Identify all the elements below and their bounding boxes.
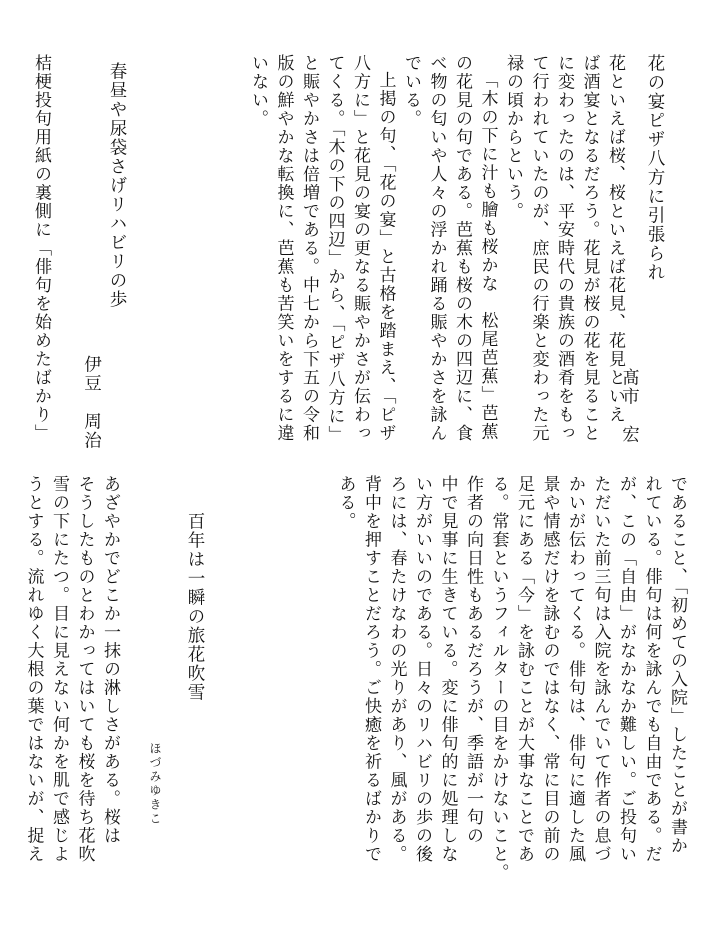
text-line: べ物の匂いや人々の浮かれ踊る賑やかさを詠ん [426,54,447,443]
text-line: ろには、春たけなわの光りがあり、風がある。 [386,475,407,864]
text-line: 桔梗投句用紙の裏側に「俳句を始めたばかり」 [31,54,51,443]
text-line: 花といえば桜、桜といえば花見、花見といえ [605,54,625,424]
commentary-2-start [23,54,53,456]
commentary-1 [171,54,627,456]
commentary-3 [12,475,122,895]
text-line: 中で見事に生きている。変に俳句的に処理しな [437,475,458,864]
text-line: うとする。流れゆく大根の葉ではないが、捉え [23,475,44,864]
text-line: 八方に」と花見の宴の更なる賑やかさが伝わっ [350,54,370,443]
text-line: い方がいいのである。日々のリハビリの歩の後 [412,475,432,864]
text-line: が、この「自由」がなかなか難しい。ご投句い [616,475,636,864]
text-line: てくる。「木の下の四辺」から、「ピザ八方に」 [324,54,345,444]
text-line: 雪の下にたつ。目に見えない何かを肌で感じよ [49,475,69,864]
text-line: 背中を押すことだろう。ご快癒を祈るばかりで [361,475,381,864]
text-line: でいる。 [401,54,421,128]
haiku-title-2: 春昼や尿袋さげリハビリの歩 伊豆 周治 [103,62,129,464]
text-line: に変わったのは、平安時代の貴族の酒肴をもっ [554,54,574,443]
text-line: ば酒宴となるだろう。花見が桜の花を見ること [579,54,600,443]
text-line: ただいた前三句は入院を詠んでいて作者の息づ [590,475,611,864]
text-line: そうしたものとわかってはいても桜を待ち花吹 [74,475,95,864]
text-line: と賑やかさは倍増である。中七から下五の令和 [299,54,319,443]
text-line: あざやかでどこか一抹の淋しさがある。桜は [100,475,120,845]
text-line: る。常套というフィルターの目をかけないこと。 [488,475,509,882]
text-line: 版の鮮やかな転換に、芭蕉も苦笑いをするに違 [273,54,294,443]
text-line: ある。 [335,475,356,531]
haiku-title-3: 百年は一瞬の旅花吹雪 [185,512,205,702]
text-line: いない。 [248,54,268,128]
text-line: て行われていたのが、庶民の行楽と変わった元 [528,54,549,443]
text-line: の花見の句である。芭蕉も桜の木の四辺に、食 [452,54,472,443]
text-line: 「木の下に汁も膾も桜かな 松尾芭蕉」芭蕉 [477,71,498,441]
text-line: 禄の頃からという。 [503,54,523,221]
haiku-title-1: 花の宴ピザ八方に引張られ 髙市 宏 [641,54,667,456]
text-line: 上掲の句、「花の宴」と古格を踏まえ、「ピザ [375,71,396,443]
author-3: ほづみゆきこ [148,742,162,826]
text-line: れている。俳句は何を詠んでも自由である。だ [641,475,662,864]
text-line: であること、「初めての入院」したことが書か [667,475,687,855]
text-line: 作者の向日性もあるだろうが、季語が一句の [463,475,483,845]
commentary-2 [239,475,689,895]
text-line: 足元にある「今」を詠むことが大事なことであ [514,475,534,864]
text-line: 景や情感だけを詠むのではなく、常に目の前の [539,475,560,864]
author-2: 伊豆 周治 [81,355,102,450]
author-1: 髙市 宏 [619,368,640,444]
text-line: かいが伝わってくる。俳句は、俳句に適した風 [565,475,585,864]
